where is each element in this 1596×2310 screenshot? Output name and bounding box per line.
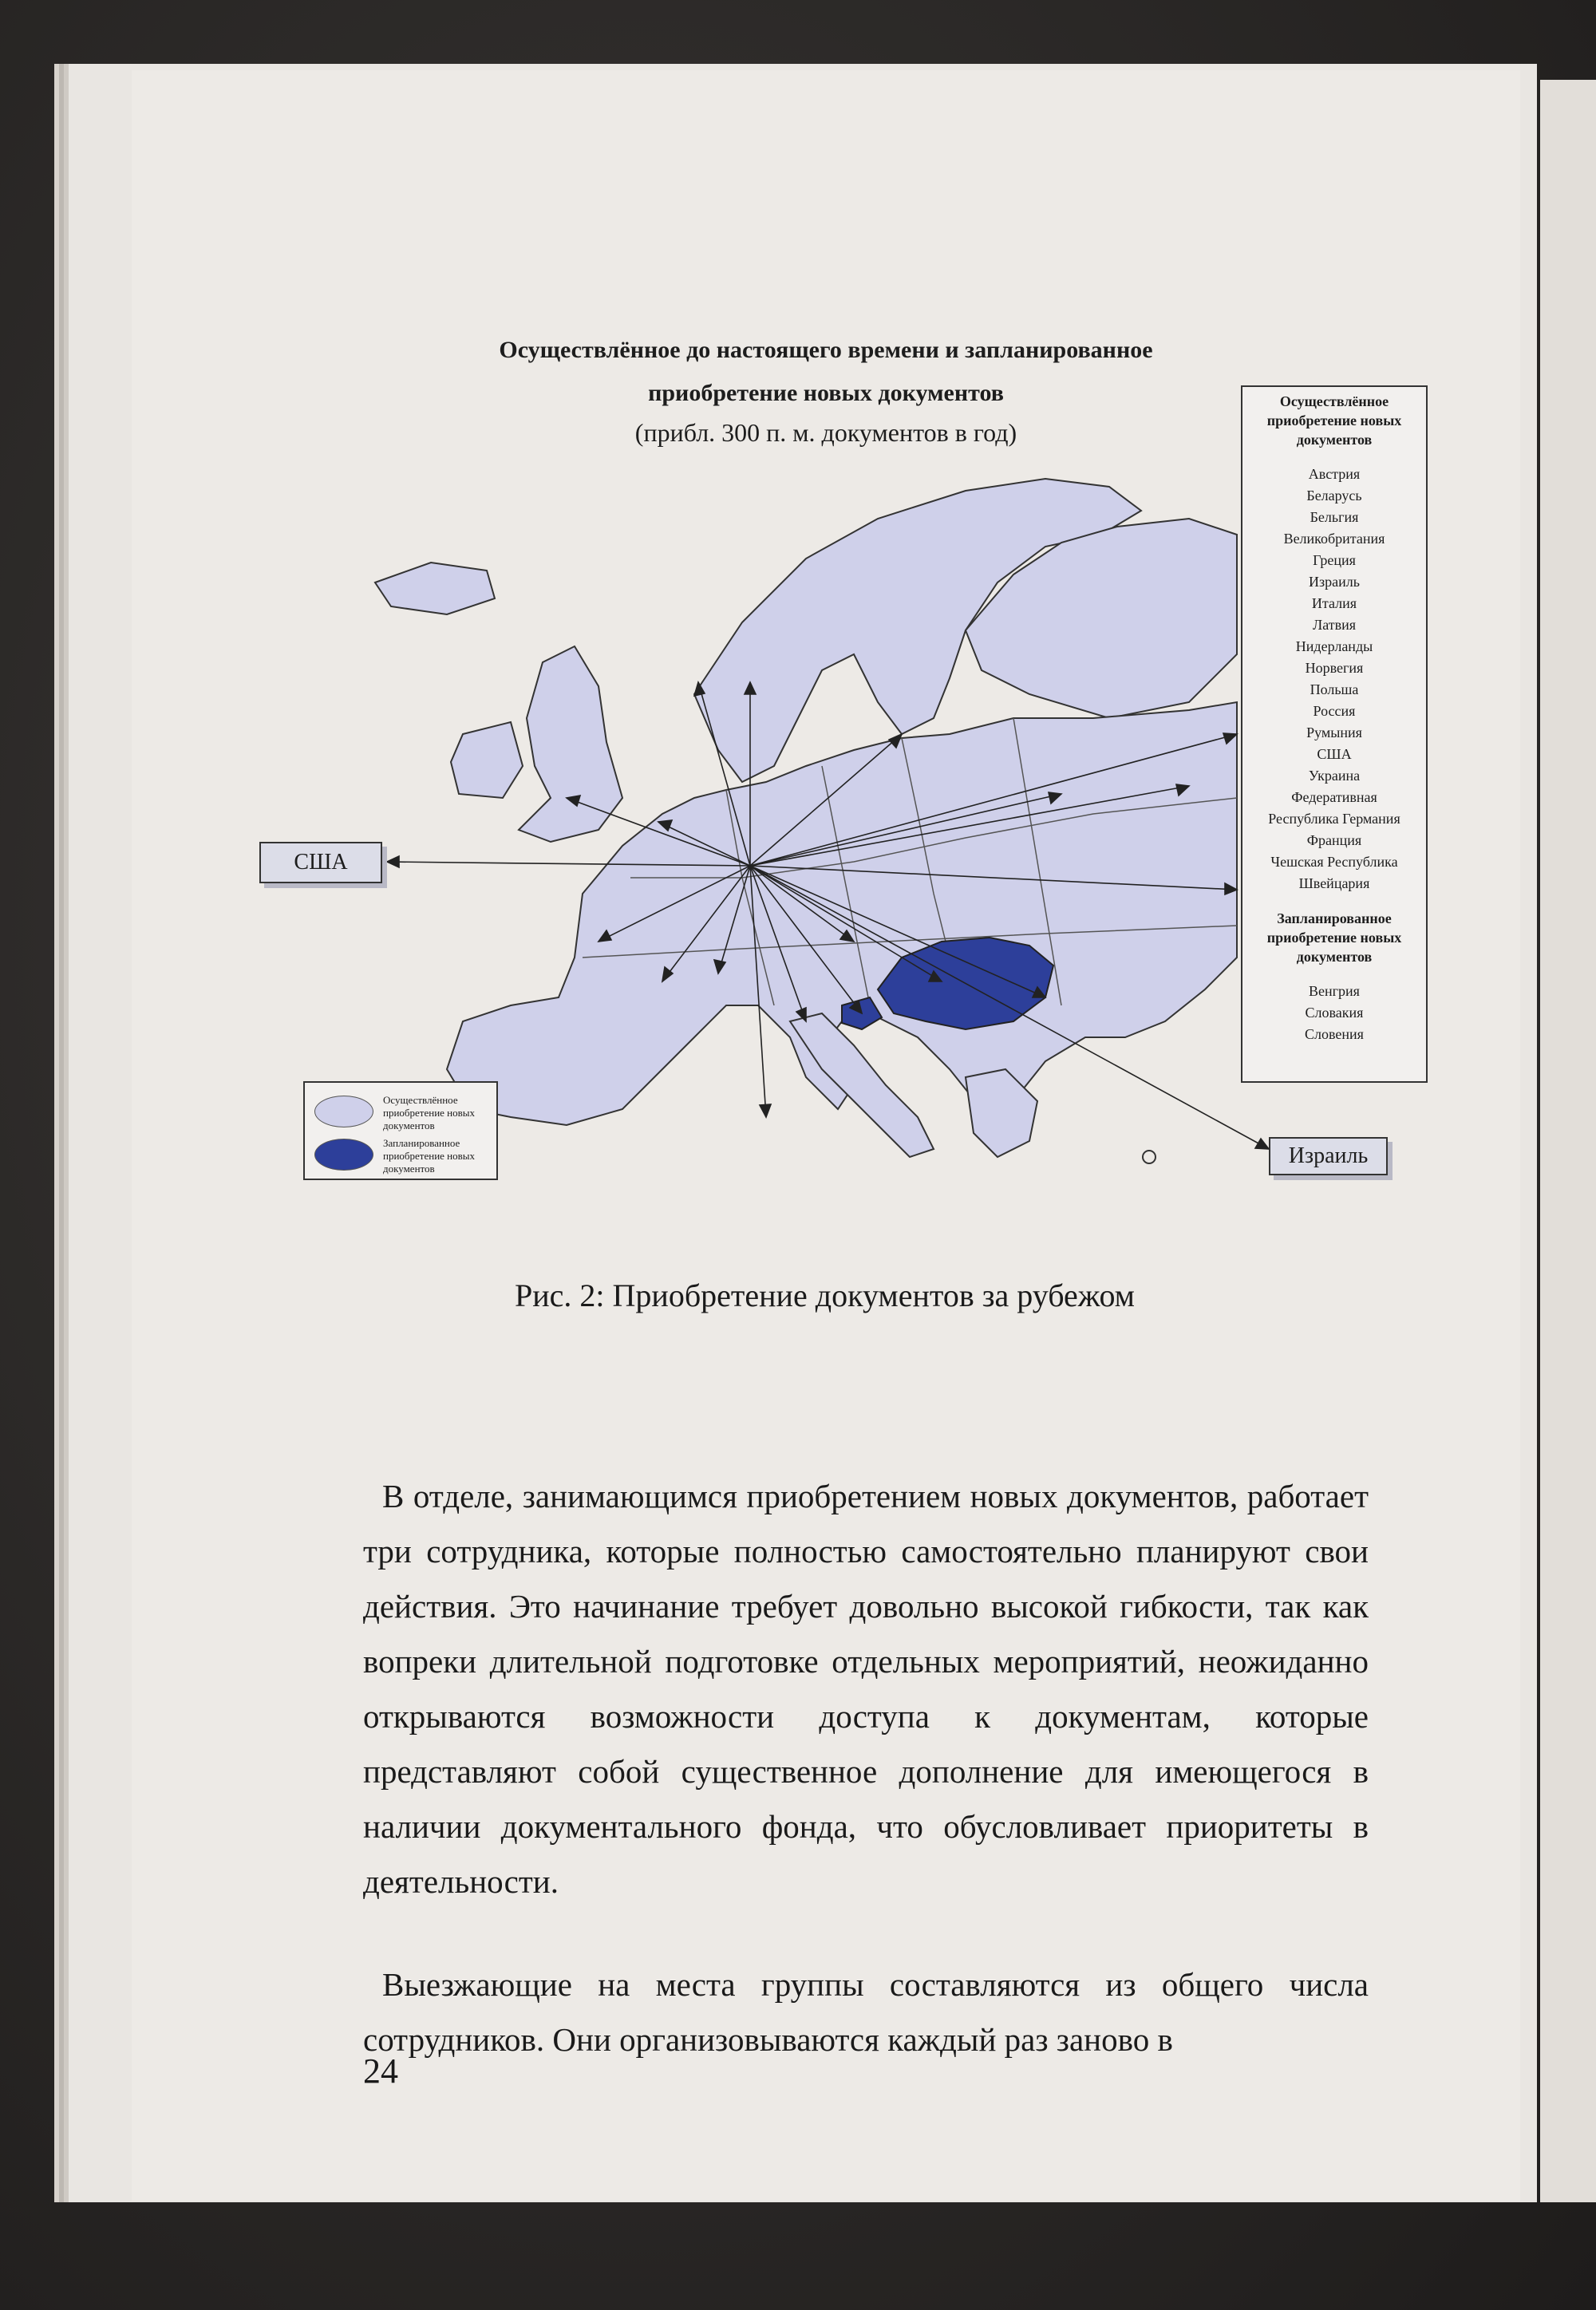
figure-caption: Рис. 2: Приобретение документов за рубежом [515, 1277, 1135, 1313]
paragraph-1: В отделе, занимающимся приобретением новых документов, работает три сотрудника, которые полностью самостоятельно планируют свои действия. Это начинание требует довольно высокой гибкости, так как вопреки длительной подготовке отдельных мероприятий, неожиданно открываются возможности доступа к документам, которые представляют собой существенное дополнение для имеющегося в наличии документального фонда, что обусловливает приоритеты в деятельности. [363, 1478, 1369, 1900]
legend-country: Швейцария [1298, 875, 1370, 891]
country-legend [1241, 385, 1428, 1083]
legend-country: Норвегия [1305, 660, 1364, 676]
figure-subtitle: (прибл. 300 п. м. документов в год) [634, 418, 1017, 447]
legend-country: Россия [1313, 703, 1356, 719]
map-cyprus [1143, 1151, 1156, 1163]
legend-country: Италия [1311, 595, 1357, 611]
legend-planned-heading: Запланированное приобретение новых документов [1266, 910, 1402, 965]
map-iceland [375, 563, 495, 614]
legend-planned-list [1242, 981, 1426, 1045]
legend-done-list [1242, 464, 1426, 894]
legend-country: США [1317, 746, 1352, 762]
callout-israel: Израиль [1269, 1137, 1388, 1175]
legend-done-heading: Осуществлённое приобретение новых документов [1266, 393, 1402, 448]
key-swatch-done [314, 1096, 373, 1127]
figure-title-line1: Осуществлённое до настоящего времени и запланированное [499, 337, 1153, 363]
legend-country: Израиль [1309, 574, 1360, 590]
map-key [303, 1081, 498, 1180]
key-label-done: Осуществлённое приобретение новых документов [383, 1094, 476, 1131]
facing-page-edge [1540, 80, 1596, 2202]
figure-title-line2: приобретение новых документов [648, 380, 1004, 406]
key-row-done [311, 1091, 493, 1131]
legend-country: Чешская Республика [1270, 854, 1398, 870]
legend-country: Словакия [1305, 1005, 1364, 1021]
key-swatch-planned [314, 1139, 373, 1171]
legend-country: Великобритания [1283, 531, 1385, 547]
figure-map [247, 319, 1428, 1189]
callout-usa: США [259, 842, 382, 883]
legend-country: Румыния [1306, 725, 1362, 740]
legend-country: Польша [1310, 681, 1359, 697]
map-ireland [451, 722, 523, 798]
key-label-planned: Запланированное приобретение новых документов [383, 1137, 476, 1175]
legend-country: Венгрия [1309, 983, 1360, 999]
legend-country: Словения [1305, 1026, 1364, 1042]
legend-country: Латвия [1312, 617, 1356, 633]
legend-country: Бельгия [1310, 509, 1359, 525]
legend-country: Австрия [1308, 466, 1361, 482]
paragraph-2: Выезжающие на места группы составляются из общего числа сотрудников. Они организовываются каждый раз заново в [363, 1966, 1369, 2058]
legend-country: Федеративная [1291, 789, 1377, 805]
page-number: 24 [363, 2051, 398, 2091]
legend-country: Украина [1308, 768, 1361, 784]
legend-country: Греция [1313, 552, 1356, 568]
legend-country: Франция [1306, 832, 1362, 848]
legend-country: Беларусь [1306, 488, 1362, 503]
legend-country: Республика Германия [1268, 811, 1400, 827]
legend-country: Нидерланды [1295, 638, 1373, 654]
key-row-planned [311, 1134, 493, 1174]
